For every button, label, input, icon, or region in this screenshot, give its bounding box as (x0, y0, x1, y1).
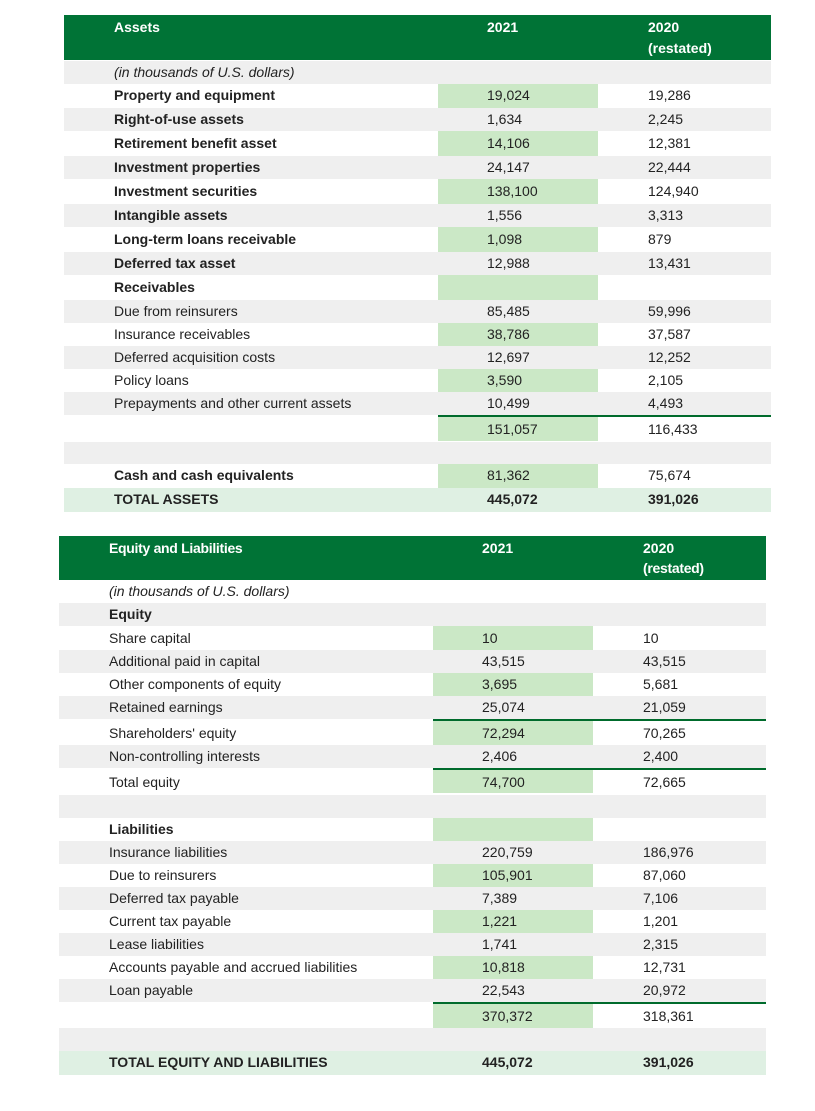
el-header-2020-note: (restated) (643, 560, 704, 576)
table-row: Due to reinsurers 105,901 87,060 (109, 867, 686, 883)
assets-header-2020: 2020 (648, 19, 680, 35)
liabilities-subtotal-rule (433, 1002, 766, 1004)
table-row: Retirement benefit asset 14,106 12,381 (114, 135, 691, 151)
total-equity-row: Total equity 74,700 72,665 (109, 774, 686, 790)
el-header-2020: 2020 (643, 540, 675, 556)
receivables-heading: Receivables (114, 279, 195, 295)
table-row: Loan payable 22,543 20,972 (59, 979, 766, 1002)
table-row: Long-term loans receivable 1,098 879 (114, 231, 672, 247)
assets-header-2020-note: (restated) (648, 40, 712, 56)
table-row: Other components of equity 3,695 5,681 (109, 676, 679, 692)
table-row: Deferred tax payable 7,389 7,106 (59, 887, 766, 910)
table-row: Current tax payable 1,221 1,201 (109, 913, 679, 929)
el-units-row (59, 580, 766, 603)
assets-header-2021: 2021 (487, 19, 519, 35)
table-row: Insurance receivables 38,786 37,587 (114, 326, 691, 342)
shareholders-equity-row: Shareholders' equity 72,294 70,265 (109, 725, 686, 741)
equity-subtotal-rule (433, 719, 766, 721)
table-row: Retained earnings 25,074 21,059 (59, 696, 766, 719)
assets-spacer-row (64, 442, 771, 464)
equity-liabilities-header (59, 536, 766, 580)
assets-table (64, 15, 771, 512)
table-row: Investment securities 138,100 124,940 (114, 183, 699, 199)
table-row: Insurance liabilities 220,759 186,976 (59, 841, 766, 864)
el-header-2021: 2021 (482, 540, 514, 556)
total-equity-liabilities-row: TOTAL EQUITY AND LIABILITIES 445,072 391,026 (59, 1051, 766, 1075)
table-row: Share capital 10 10 (109, 630, 659, 646)
liabilities-subtotal-row: 370,372 318,361 (482, 1008, 694, 1024)
el-spacer-row (59, 795, 766, 818)
assets-header (64, 15, 771, 60)
equity-liabilities-table (59, 536, 766, 1075)
assets-units-row (64, 61, 771, 84)
table-row: Intangible assets 1,556 3,313 (64, 204, 771, 227)
non-controlling-row: Non-controlling interests 2,406 2,400 (59, 745, 766, 768)
table-row: Deferred tax asset 12,988 13,431 (64, 252, 771, 275)
table-row: Accounts payable and accrued liabilities 10,818 12,731 (109, 959, 686, 975)
table-row: Investment properties 24,147 22,444 (64, 156, 771, 179)
table-row: Due from reinsurers 85,485 59,996 (64, 300, 771, 323)
receivables-subtotal-rule (438, 415, 771, 417)
table-row: Policy loans 3,590 2,105 (114, 372, 684, 388)
assets-units-note: (in thousands of U.S. dollars) (114, 64, 295, 80)
liabilities-heading: Liabilities (109, 821, 174, 837)
assets-header-title: Assets (114, 19, 160, 35)
table-row: Right-of-use assets 1,634 2,245 (64, 108, 771, 131)
table-row: Prepayments and other current assets 10,499 4,493 (64, 392, 771, 415)
el-spacer-row-2 (59, 1028, 766, 1051)
liabilities-heading-row (59, 818, 766, 841)
table-row: Additional paid in capital 43,515 43,515 (59, 650, 766, 673)
receivables-heading-row (64, 276, 771, 299)
table-row: Lease liabilities 1,741 2,315 (59, 933, 766, 956)
el-header-title: Equity and Liabilities (109, 540, 243, 556)
cash-row: Cash and cash equivalents 81,362 75,674 (114, 467, 691, 483)
el-units-note: (in thousands of U.S. dollars) (109, 583, 290, 599)
equity-heading-row (59, 603, 766, 626)
receivables-subtotal-row: 151,057 116,433 (487, 421, 698, 437)
table-row: Property and equipment 19,024 19,286 (114, 87, 691, 103)
total-assets-row: TOTAL ASSETS 445,072 391,026 (64, 488, 771, 512)
equity-heading: Equity (109, 606, 152, 622)
total-equity-rule (433, 768, 766, 770)
table-row: Deferred acquisition costs 12,697 12,252 (64, 346, 771, 369)
